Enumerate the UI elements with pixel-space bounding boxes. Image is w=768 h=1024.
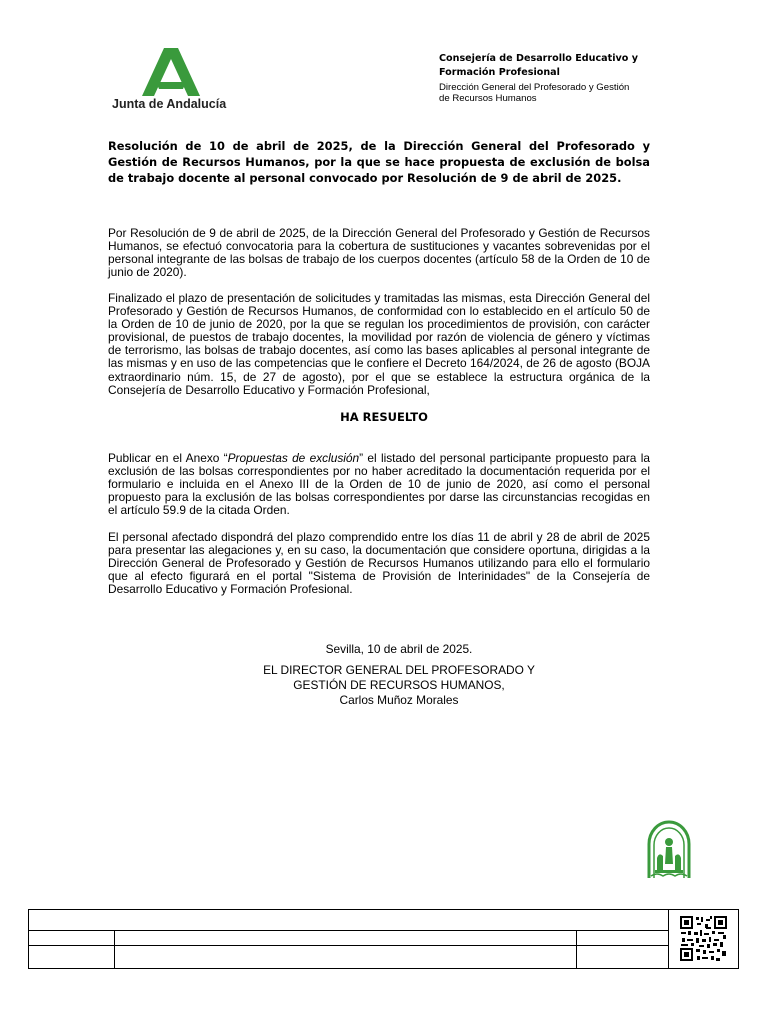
department-line-2: Formación Profesional [439,67,560,78]
junta-de-andalucia-logo [108,44,236,116]
paragraph-1: Por Resolución de 9 de abril de 2025, de la Dirección General del Profesorado y Gestión de Recursos Humanos, se efectuó convocatoria para la cobertura de sustituciones y vacantes sobrevenidas por el personal integrante de las bolsas de trabajo de los cuerpos docentes (artículo 58 de la Orden de 10 de junio de 2020). [108,226,650,280]
annex-title: Propuestas de exclusión [227,451,360,465]
directorate-line-2: de Recursos Humanos [439,93,537,104]
directorate-line-1: Dirección General del Profesorado y Gestión [439,82,630,93]
resolution-title: Resolución de 10 de abril de 2025, de la Dirección General del Profesorado y Gestión de Recursos Humanos, por la que se hace propuesta de exclusión de bolsa de trabajo docente al personal convocado por Resolución de 9 de abril de 2025. [108,139,650,185]
paragraph-3-end: ” el listado del personal participante propuesto para la exclusión de las bolsas correspondientes por no haber acreditado la documentación requerida por el formulario e incluida en el Anexo III de la Orden de 10 de junio de 2020, así como el personal propuesto para la exclusión de las bolsas correspondientes por darse las circunstancias recogidas en el artículo 59.9 de la citada Orden. [108,451,650,518]
verification-table [28,909,739,969]
signer-role-line-1: EL DIRECTOR GENERAL DEL PROFESORADO Y [263,663,535,677]
department-header [439,52,659,104]
paragraph-3 [108,452,650,517]
paragraph-4: El personal afectado dispondrá del plazo comprendido entre los días 11 de abril y 28 de abril de 2025 para presentar las alegaciones y, en su caso, la documentación que considere oportuna, dirigidas a la Dirección General de Profesorado y Gestión de Recursos Humanos utilizando para ello el formulario que al efecto figurará en el portal "Sistema de Provisión de Interinidades" de la Consejería de Desarrollo Educativo y Formación Profesional. [108,530,650,597]
table-row-divider [28,945,669,946]
signer-role-line-2: GESTIÓN DE RECURSOS HUMANOS, [293,678,505,692]
junta-logo-a-icon [142,48,200,96]
paragraph-2: Finalizado el plazo de presentación de solicitudes y tramitadas las mismas, esta Dirección General del Profesorado y Gestión de Recursos Humanos, de conformidad con lo establecido en el artículo 50 de la Orden de 10 de junio de 2020, por la que se regulan los procedimientos de provisión, con carácter provisional, de puestos de trabajo docentes, la movilidad por razón de violencia de género y víctimas de terrorismo, las bolsas de trabajo docentes, así como las bases aplicables al personal integrante de las mismas y en uso de las competencias que le confiere el Decreto 164/2024, de 26 de agosto (BOJA extraordinario núm. 15, de 27 de agosto), por el que se establece la estructura orgánica de la Consejería de Desarrollo Educativo y Formación Profesional, [108,291,650,397]
signer-name: Carlos Muñoz Morales [339,693,459,707]
department-line-1: Consejería de Desarrollo Educativo y [439,53,638,64]
directorate-name [439,82,659,104]
place-date: Sevilla, 10 de abril de 2025. [325,642,473,656]
qr-code-icon[interactable] [679,915,728,962]
table-column-divider [576,930,577,969]
table-column-divider [668,909,669,969]
ha-resuelto-heading: HA RESUELTO [340,410,428,424]
andalucia-seal-icon [645,818,693,880]
table-row-divider [28,930,669,931]
paragraph-3-start: Publicar en el Anexo “ [108,451,228,465]
table-column-divider [114,930,115,969]
logo-text: Junta de Andalucía [112,97,227,111]
